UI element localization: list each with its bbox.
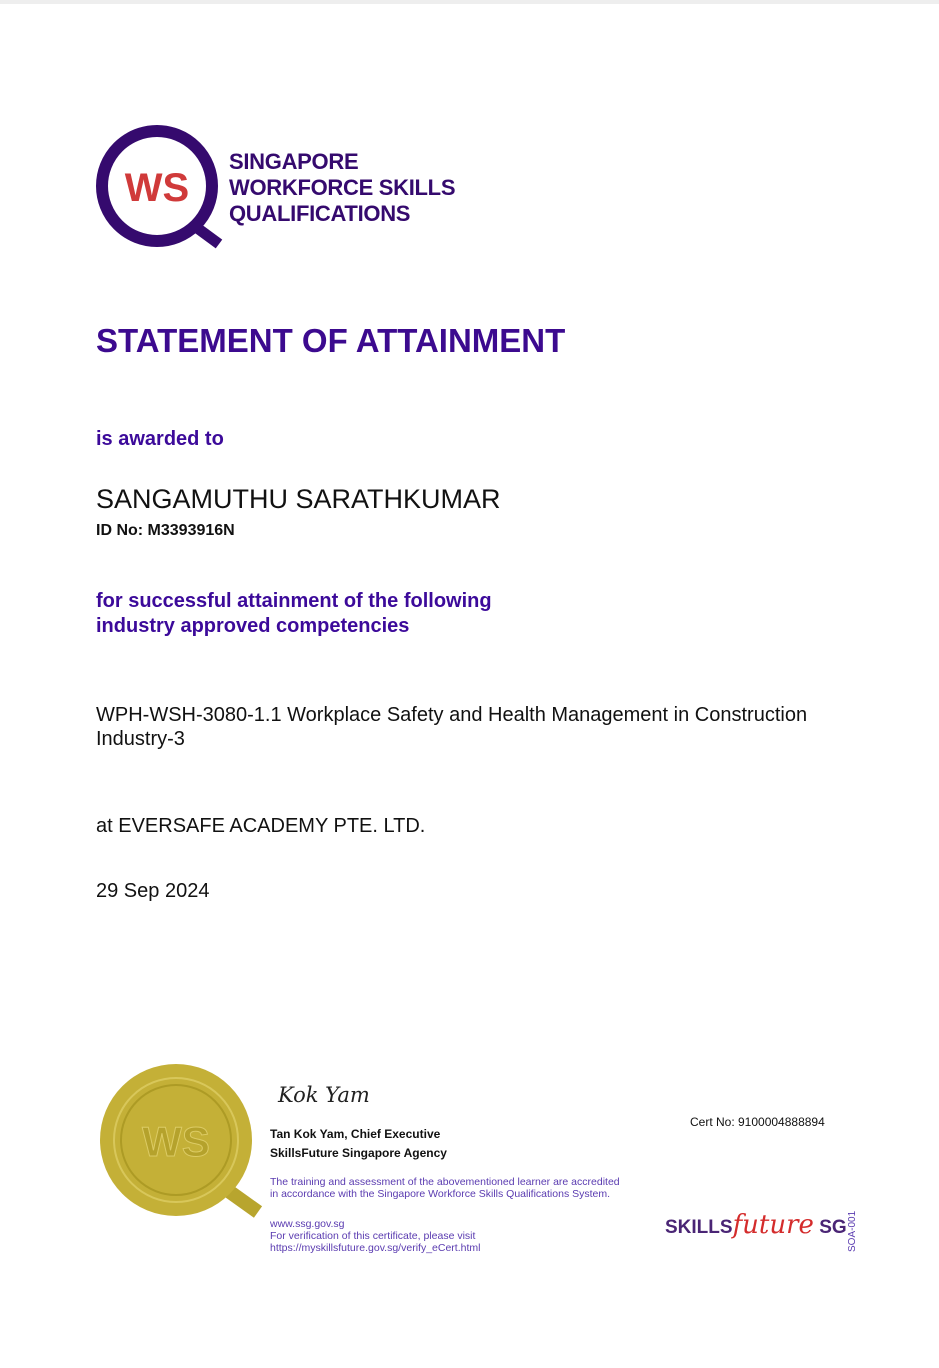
form-code: SOA-001 [847, 1210, 858, 1252]
award-date: 29 Sep 2024 [96, 880, 210, 902]
accreditation-note [270, 1176, 620, 1200]
logo-line: QUALIFICATIONS [229, 201, 411, 226]
signatory-name: Tan Kok Yam, Chief Executive [270, 1127, 441, 1141]
verification-link[interactable]: https://myskillsfuture.gov.sg/verify_eCert.html [270, 1242, 481, 1254]
brand-sg: SG [819, 1217, 847, 1238]
brand-skills: SKILLS [665, 1217, 733, 1238]
attainment-line: industry approved competencies [96, 615, 410, 637]
gold-seal-icon [98, 1062, 268, 1224]
seal-initials: WS [142, 1118, 210, 1165]
attainment-line: for successful attainment of the following [96, 590, 492, 612]
brand-future: future [732, 1210, 814, 1240]
skillsfuture-logo [665, 1210, 847, 1240]
verification-links [270, 1218, 480, 1254]
signatory-agency: SkillsFuture Singapore Agency [270, 1146, 447, 1160]
wsq-logo-icon [95, 124, 227, 250]
signature-script: Kok Yam [278, 1083, 370, 1107]
attainment-label [96, 589, 492, 639]
signatory [270, 1125, 447, 1163]
organisation: at EVERSAFE ACADEMY PTE. LTD. [96, 815, 426, 837]
recipient-id: ID No: M3393916N [96, 522, 235, 539]
logo-line: WORKFORCE SKILLS [229, 175, 456, 200]
verification-text: For verification of this certificate, please visit [270, 1230, 476, 1242]
logo-text [229, 149, 455, 227]
competency: WPH-WSH-3080-1.1 Workplace Safety and Health Management in Construction Industry-3 [96, 704, 808, 750]
awarded-label: is awarded to [96, 428, 224, 450]
signature-icon [276, 1076, 386, 1120]
document-title: STATEMENT OF ATTAINMENT [96, 322, 566, 359]
logo-initials: WS [124, 166, 190, 210]
cert-number: Cert No: 9100004888894 [690, 1115, 825, 1129]
logo-line: SINGAPORE [229, 149, 359, 174]
website-link[interactable]: www.ssg.gov.sg [270, 1218, 345, 1230]
accreditation-line: The training and assessment of the abovementioned learner are accredited [270, 1176, 620, 1188]
accreditation-line: in accordance with the Singapore Workforce Skills Qualifications System. [270, 1188, 611, 1200]
top-bar [0, 0, 939, 4]
recipient-name: SANGAMUTHU SARATHKUMAR [96, 484, 501, 514]
